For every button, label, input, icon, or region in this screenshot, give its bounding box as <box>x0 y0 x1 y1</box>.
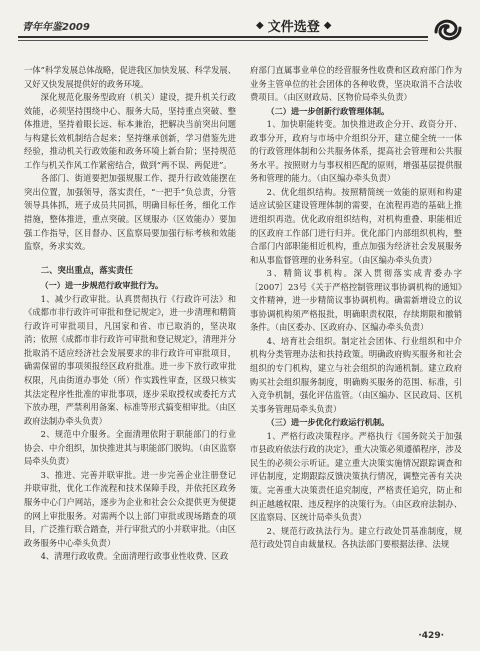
subsection-heading: （三）进一步优化行政运行机制。 <box>266 417 390 428</box>
left-column <box>24 64 236 564</box>
paragraph: 4、清理行政收费。全面清理行政事业性收费、区政 <box>40 551 229 562</box>
swirl-logo-icon <box>430 14 466 46</box>
section-heading: 二、突出重点，落实责任 <box>40 264 133 275</box>
paragraph: 1、加快职能转变。加快推进政企分开、政资分开、政事分开，政府与市场中介组织分开，建立健全统一一体的行政管理体制和公共服务体系，提高社会管理和公共服务水平。按照财力与事权相匹配的原则，增强基层提供服务和管理的能力。（由区编办牵头负责） <box>250 119 462 184</box>
header-rule <box>18 36 428 38</box>
diamond-right-icon: ◆ <box>323 20 332 31</box>
right-column <box>250 64 462 552</box>
paragraph: 1、减少行政审批。认真贯彻执行《行政许可法》和《成都市非行政许可审批和登记规定》，进一步清理和精简行政许可审批项目，凡国家和省、市已取消的，坚决取消；依照《成都市非行政许可审批和登记规定》，清理并分批取消不适应经济社会发展要求的非行政许可审批项目，确需保留的事项须报经区政府批准。进一步下放行政审批权限，凡由街道办事处（所）作实践性审查，区级只核实其法定程序性批准的审批事项，逐步采取授权或委托方式下放办理，严禁利用备案、标准等形式搞变相审批。（由区政府法制办牵头负责） <box>24 293 236 426</box>
paragraph: 府部门直属事业单位的经营服务性收费和区政府部门作为业务主管单位的社会团体的各种收费，坚决取消不合法收费项目。（由区财政局、区物价局牵头负责） <box>250 65 462 103</box>
paragraph: 2、规范中介服务。全面清理依附于职能部门的行业协会、中介组织，加快推进其与职能部门脱钩。（由区监察局牵头负责） <box>24 429 236 467</box>
diamond-left-icon: ◆ <box>256 20 264 31</box>
book-title: 青年年鉴2009 <box>22 18 96 33</box>
paragraph: 2、优化组织结构。按照精简统一效能的原则和构建适应试验区建设管理体制的需要，在流程再造的基础上推进组织再造。优化政府组织结构，对机构重叠、职能相近的区政府工作部门进行归并。优化部门内部组织机构，整合部门内部职能相近机构，重点加强为经济社会发展服务和从事监督管理的业务科室。（由区编办牵头负责） <box>250 186 462 265</box>
paragraph: 各部门、街道要把加强规服工作、提升行政效能摆在突出位置，加强领导，落实责任，“一把手”负总责，分管领导具体抓，班子成员共同抓，明确目标任务，细化工作措施，整体推进，重点突破。区规服办（区效能办）要加强工作指导，区目督办、区监察局要加强行标考核和效能监察，务求实效。 <box>24 173 236 252</box>
paragraph: 2、规范行政执法行为。建立行政处罚基准制度，规范行政处罚自由裁量权。各执法部门要根据法律、法规 <box>250 525 462 550</box>
paragraph: 1、严格行政决策程序。严格执行《国务院关于加强市县政府依法行政的决定》，重大决策必须遵循程序，涉及民生的必须公示听证。建立重大决策实施情况跟踪调查和评估制度，定期跟踪反馈决策执行情况，调整完善有关决策。完善重大决策责任追究制度，严格责任追究，防止和纠正越越权限、违反程序的决策行为。（由区政府法制办、区监察局、区统计局牵头负责） <box>250 430 462 523</box>
page-number: ·429· <box>418 631 444 641</box>
paragraph: 3、推进、完善并联审批。进一步完善企业注册登记并联审批，优化工作流程和技术保障手段，并依托区政务服务中心门户网站，逐步为企业和社会公众提供更为便捷的网上审批服务。对需两个以上部门审批或现场踏查的项目，广泛推行联合踏查，并行审批式的小并联审批。（由区政务服务中心牵头负责） <box>24 469 236 548</box>
paragraph: 3、精简议事机构。深入贯彻落实成青委办字〔2007〕23号《关于严格控制管理议事协调机构的通知》文件精神，进一步精简议事协调机构。确需新增设立的议事协调机构须严格报批，明确职责权限，存续期限和撤销条件。（由区委办、区政府办、区编办牵头负责） <box>250 268 462 333</box>
paragraph: 深化规范化服务型政府（机关）建设，提升机关行政效能，必须坚持围绕中心、服务大局，坚持重点突破、整体推进，坚持着眼长远、标本兼治，把解决当前突出问题与构建长效机制结合起来；坚持继承创新，学习借鉴先进经验，推动机关行政效能和政务环境上新台阶；坚持规范工作与机关作风工作紧密结合，做到“两不误、两促进”。 <box>24 92 236 170</box>
paragraph: 一体”科学发展总体战略，促进我区加快发展、科学发展、又好又快发展提供好的政务环境。 <box>24 65 236 89</box>
section-title-group <box>250 16 337 35</box>
header-rule-thin <box>18 40 428 41</box>
subsection-heading: （一）进一步规范行政审批行为。 <box>40 280 164 291</box>
paragraph: 4、培育社会组织。制定社会团体、行业组织和中介机构分类管理办法和扶持政策。明确政府购买服务和社会组织的专门机构，建立与社会组织的沟通机制。建立政府购买社会组织服务制度，明确购买服务的范围、标准，引入竞争机制，强化评估监管。（由区编办、区民政局、区机关事务管理局牵头负责） <box>250 335 462 414</box>
page-header <box>18 14 466 48</box>
subsection-heading: （二）进一步创新行政管理体制。 <box>266 105 390 116</box>
section-title: 文件选登 <box>267 20 320 35</box>
